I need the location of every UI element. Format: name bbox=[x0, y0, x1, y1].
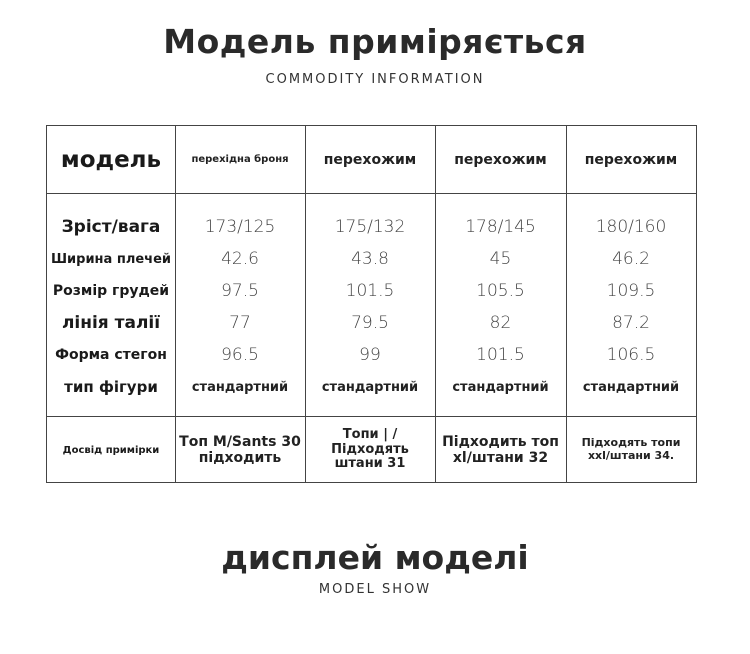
fit-label: Досвід примірки bbox=[62, 444, 160, 456]
table-cell: 106.5 bbox=[606, 345, 656, 365]
column-header: перехожим bbox=[323, 151, 417, 168]
table-cell: 97.5 bbox=[221, 281, 259, 301]
row-label: Ширина плечей bbox=[50, 251, 172, 267]
model-header: модель bbox=[60, 146, 162, 173]
table-cell: стандартний bbox=[321, 379, 419, 395]
row-label: Розмір грудей bbox=[52, 283, 170, 299]
table-cell: 77 bbox=[229, 313, 251, 333]
table-cell: стандартний bbox=[452, 379, 549, 395]
table-cell: 105.5 bbox=[476, 281, 525, 301]
column-header: перехідна броня bbox=[191, 154, 289, 165]
table-cell: 109.5 bbox=[606, 281, 656, 301]
table-cell: 178/145 bbox=[465, 217, 536, 237]
table-cell: 45 bbox=[489, 249, 512, 269]
table-cell: 79.5 bbox=[351, 313, 389, 333]
column-header: перехожим bbox=[584, 151, 678, 168]
fit-cell: Підходить топ xl/штани 32 bbox=[442, 433, 559, 466]
column-header: перехожим bbox=[454, 151, 547, 168]
table-cell: 82 bbox=[489, 313, 512, 333]
table-cell: 87.2 bbox=[612, 313, 650, 333]
section-title: дисплей моделі bbox=[221, 538, 529, 577]
row-divider bbox=[47, 193, 696, 194]
row-label: Форма стегон bbox=[55, 347, 167, 363]
table-cell: 180/160 bbox=[595, 217, 667, 237]
table-cell: 173/125 bbox=[204, 217, 276, 237]
table-cell: 175/132 bbox=[334, 217, 406, 237]
fit-cell: Топи | /Підходять штани 31 bbox=[331, 426, 409, 472]
table-cell: 101.5 bbox=[345, 281, 395, 301]
table-cell: 101.5 bbox=[476, 345, 525, 365]
table-cell: 96.5 bbox=[221, 345, 259, 365]
row-label: Зріст/вага bbox=[61, 217, 161, 237]
section-subtitle: MODEL SHOW bbox=[318, 582, 432, 597]
table-cell: 43.8 bbox=[351, 249, 389, 269]
table-cell: 46.2 bbox=[612, 249, 650, 269]
row-label: тип фігури bbox=[64, 378, 158, 396]
page-title: Модель приміряється bbox=[163, 22, 587, 61]
table-cell: 99 bbox=[359, 345, 381, 365]
page-subtitle: COMMODITY INFORMATION bbox=[265, 72, 485, 87]
table-cell: стандартний bbox=[191, 379, 289, 395]
fit-cell: Топ M/Sants 30 підходить bbox=[179, 433, 301, 466]
table-cell: стандартний bbox=[582, 379, 680, 395]
table-cell: 42.6 bbox=[221, 249, 259, 269]
size-table bbox=[46, 125, 697, 483]
row-label: лінія талії bbox=[61, 313, 161, 333]
fit-cell: Підходять топи xxl/штани 34. bbox=[581, 436, 681, 462]
